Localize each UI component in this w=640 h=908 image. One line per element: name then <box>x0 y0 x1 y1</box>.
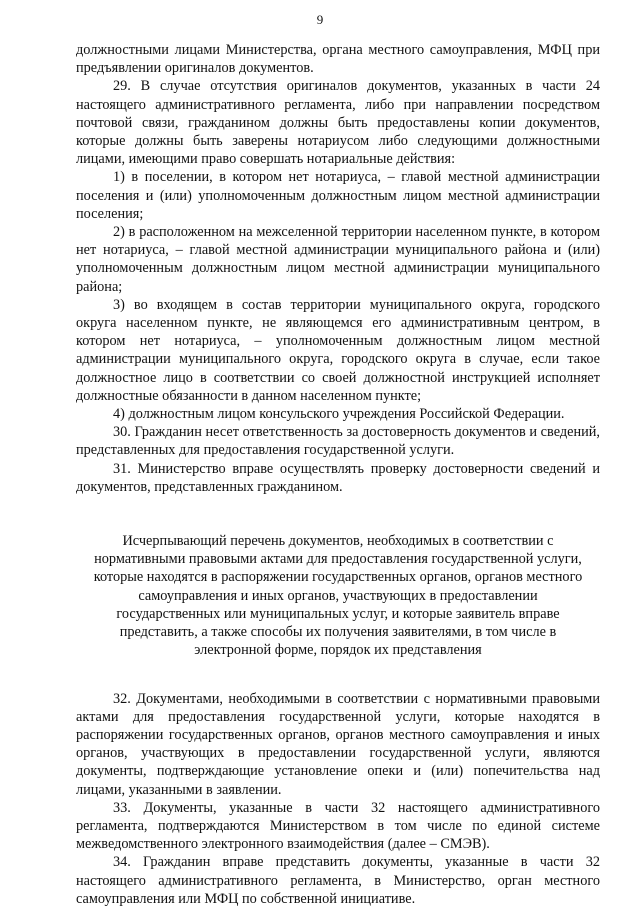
paragraph-continuation: должностными лицами Министерства, органа местного самоуправления, МФЦ при предъявлении оригиналов документов. <box>76 42 600 77</box>
document-body <box>76 41 600 908</box>
paragraph-30: 30. Гражданин несет ответственность за достоверность документов и сведений, представленных для предоставления государственной услуги. <box>76 424 600 459</box>
paragraph-32: 32. Документами, необходимыми в соответствии с нормативными правовыми актами для предоставления государственной услуги, которые находятся в распоряжении государственных органов, органов местного самоуправления и иных органов, участвующих в предоставлении государственной услуги, являются документы, подтверждающие установление опеки и (или) попечительства над лицами, указанными в заявлении. <box>76 690 600 798</box>
page-number: 9 <box>316 12 324 27</box>
paragraph-29-item-3: 3) во входящем в состав территории муниципального округа, городского округа населенном пункте, не являющемся его административным центром, в котором нет нотариуса, – уполномоченным должностным лицом местной администрации муниципального округа, городского округа в случае, если такое должностное лицо в соответствии со своей должностной инструкцией исполняет должностные обязанности в данном населенном пункте; <box>76 296 600 404</box>
section-heading: Исчерпывающий перечень документов, необходимых в соответствии с нормативными правовыми актами для предоставления государственной услуги, которые находятся в распоряжении государственных органов, органов местного самоуправления и иных органов, участвующих в предоставлении государственных или муниципальных услуг, и которые заявитель вправе представить, а также способы их получения заявителями, в том числе в электронной форме, порядок их представления <box>93 533 583 659</box>
paragraph-29-item-4: 4) должностным лицом консульского учреждения Российской Федерации. <box>113 406 565 423</box>
paragraph-31: 31. Министерство вправе осуществлять проверку достоверности сведений и документов, представленных гражданином. <box>76 460 600 495</box>
paragraph-29: 29. В случае отсутствия оригиналов документов, указанных в части 24 настоящего административного регламента, либо при направлении посредством почтовой связи, гражданином должны быть предоставлены копии документов, которые должны быть заверены нотариусом либо следующими должностными лицами, имеющими право совершать нотариальные действия: <box>76 78 600 168</box>
paragraph-34: 34. Гражданин вправе представить документы, указанные в части 32 настоящего административного регламента, в Министерство, орган местного самоуправления или МФЦ по собственной инициативе. <box>76 854 600 907</box>
paragraph-29-item-1: 1) в поселении, в котором нет нотариуса, – главой местной администрации поселения и (или) уполномоченным должностным лицом местной администрации поселения; <box>76 169 600 222</box>
paragraph-29-item-2: 2) в расположенном на межселенной территории населенном пункте, в котором нет нотариуса, – главой местной администрации муниципального района и (или) уполномоченным должностным лицом местной администрации муниципального района; <box>76 224 600 295</box>
paragraph-33: 33. Документы, указанные в части 32 настоящего административного регламента, подтверждаются Министерством в том числе по единой системе межведомственного электронного взаимодействия (далее – СМЭВ). <box>76 799 600 853</box>
